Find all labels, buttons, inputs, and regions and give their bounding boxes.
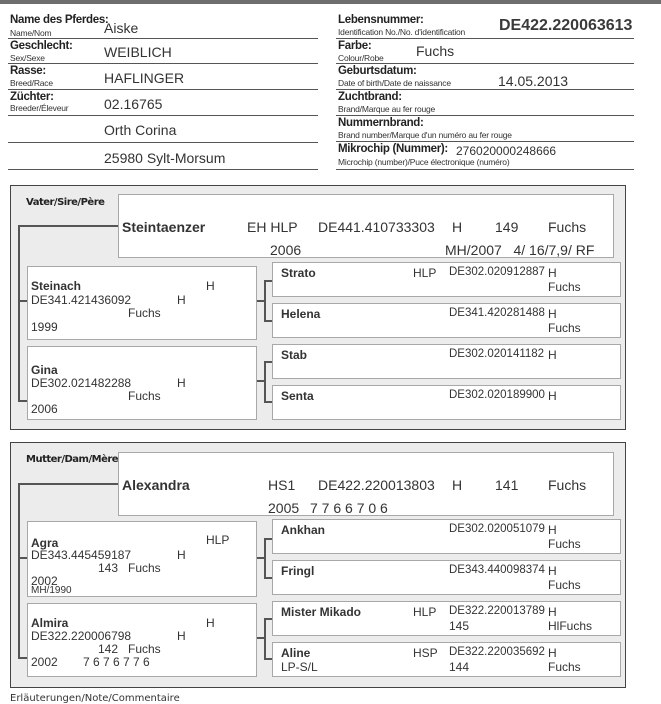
- gp-name: Steinach: [31, 279, 82, 293]
- id-value: DE422.220063613: [499, 17, 633, 34]
- gp-colour: Fuchs: [128, 306, 161, 320]
- birth-value: 14.05.2013: [498, 73, 569, 89]
- gp-name: Gina: [31, 363, 58, 377]
- gp2-connector-ggp4: [264, 401, 272, 403]
- top-border: [0, 0, 661, 4]
- gp-id: DE341.421436092: [31, 293, 132, 307]
- sire-panel: [10, 185, 626, 430]
- ggp-breed: H: [548, 307, 557, 321]
- microchip-row: [336, 143, 634, 170]
- breed-value: HAFLINGER: [104, 70, 185, 86]
- sire-extra: MH/2007 4/ 16/7,9/ RF: [445, 242, 595, 258]
- ggp-box-fringl[interactable]: [272, 560, 621, 595]
- gp-name: Almira: [31, 616, 69, 630]
- ggp-id: DE302.020189900: [449, 389, 545, 401]
- dgp2-connector-vertical: [264, 618, 266, 659]
- gp-title: H: [206, 279, 215, 293]
- ggp-breed: H: [548, 605, 557, 619]
- name-label: Name des Pferdes:: [10, 14, 109, 26]
- ggp-height: 145: [449, 619, 470, 633]
- ggp-id: DE302.020912887: [449, 266, 545, 278]
- dam-panel: [10, 442, 626, 688]
- dam-connector-vertical: [18, 483, 20, 657]
- sire-year: 2006: [270, 242, 302, 258]
- breeder-name-row: [8, 117, 318, 143]
- brand-row: [336, 91, 634, 116]
- number-brand-sublabel: Brand number/Marque d'un numéro au fer rouge: [338, 130, 512, 140]
- ggp-breed: H: [548, 523, 557, 537]
- breeder-address-row: [8, 144, 318, 170]
- ggp-name: Aline: [281, 646, 311, 660]
- gp-id: DE302.021482288: [31, 376, 132, 390]
- brand-sublabel: Brand/Marque au fer rouge: [338, 104, 436, 114]
- gp-breed: H: [177, 376, 186, 390]
- dam-year: 2005: [268, 500, 300, 516]
- gp-colour: Fuchs: [128, 389, 161, 403]
- microchip-sublabel: Microchip (number)/Puce électronique (numéro): [338, 157, 510, 167]
- name-row: [8, 14, 318, 39]
- ggp-id: DE322.220035692: [449, 646, 545, 658]
- dgp1-connector-ggp2: [264, 577, 272, 579]
- sire-panel-title: Vater/Sire/Père: [26, 197, 105, 208]
- breeder-label: Züchter:: [10, 91, 54, 103]
- gp-title: HLP: [206, 533, 230, 547]
- ggp-name: Senta: [281, 389, 314, 403]
- dam-grandsire-box[interactable]: [27, 521, 257, 597]
- ggp-id: DE341.420281488: [449, 307, 545, 319]
- sire-connector-vertical: [18, 225, 20, 400]
- ggp-box-strato[interactable]: [272, 262, 621, 297]
- gp-title: H: [206, 616, 215, 630]
- breeder-name: Orth Corina: [104, 122, 177, 138]
- ggp-breed: H: [548, 646, 557, 660]
- gp-height: 143: [98, 561, 119, 575]
- colour-value: Fuchs: [416, 43, 455, 59]
- breeder-address: 25980 Sylt-Morsum: [104, 150, 226, 166]
- gp-id: DE343.445459187: [31, 548, 132, 562]
- colour-row: [336, 40, 634, 64]
- dam-box[interactable]: [118, 452, 614, 516]
- id-label: Lebensnummer:: [338, 14, 424, 26]
- number-brand-row: [336, 117, 634, 142]
- sex-value: WEIBLICH: [104, 44, 172, 60]
- gp-breed: H: [177, 629, 186, 643]
- dam-connector-top: [18, 483, 118, 485]
- ggp-id: DE302.020141182: [449, 348, 545, 360]
- microchip-label: Mikrochip (Nummer):: [338, 143, 448, 155]
- breeder-value: 02.16765: [104, 96, 163, 112]
- gp-height: 142: [98, 642, 119, 656]
- ggp-name: Fringl: [281, 564, 315, 578]
- ggp-id: DE302.020051079: [449, 523, 545, 535]
- ggp-name: Stab: [281, 348, 308, 362]
- gp-year: 2002: [31, 574, 58, 588]
- ggp-box-ankhan[interactable]: [272, 519, 621, 554]
- ggp-name: Ankhan: [281, 523, 326, 537]
- ggp-id: DE343.440098374: [449, 564, 545, 576]
- ggp-height: 144: [449, 660, 470, 674]
- birth-row: [336, 65, 634, 90]
- ggp-colour: Fuchs: [548, 578, 581, 592]
- sex-label: Geschlecht:: [10, 40, 73, 52]
- footer-comment-label: Erläuterungen/Note/Commentaire: [10, 693, 180, 704]
- ggp-colour: Fuchs: [548, 537, 581, 551]
- ggp-box-senta[interactable]: [272, 385, 621, 420]
- dam-breed: H: [452, 477, 463, 493]
- dam-height: 141: [495, 477, 519, 493]
- ggp-breed: H: [548, 564, 557, 578]
- breed-sublabel: Breed/Race: [10, 78, 53, 88]
- dam-panel-title: Mutter/Dam/Mère: [26, 454, 119, 465]
- dam-colour: Fuchs: [548, 477, 587, 493]
- ggp-colour: Fuchs: [548, 660, 581, 674]
- sire-box[interactable]: [118, 194, 614, 258]
- ggp-box-aline[interactable]: [272, 642, 621, 677]
- gp1-connector-vertical: [264, 280, 266, 321]
- sire-name: Steintaenzer: [122, 219, 206, 235]
- ggp-colour: Fuchs: [548, 280, 581, 294]
- breeder-sublabel: Breeder/Éleveur: [10, 103, 69, 113]
- sex-sublabel: Sex/Sexe: [10, 53, 45, 63]
- microchip-value: 276020000248666: [456, 144, 557, 158]
- sire-colour: Fuchs: [548, 219, 587, 235]
- ggp-breed: H: [548, 266, 557, 280]
- gp1-connector-ggp2: [264, 320, 272, 322]
- name-sublabel: Name/Nom: [10, 28, 52, 38]
- gp-colour: Fuchs: [128, 561, 161, 575]
- gp2-connector-ggp3: [264, 361, 272, 363]
- ggp-box-stab[interactable]: [272, 344, 621, 379]
- gp-year: 2002: [31, 655, 58, 669]
- ggp-title: HLP: [413, 266, 437, 280]
- id-sublabel: Identification No./No. d'identification: [338, 27, 466, 37]
- ggp-title: HSP: [413, 646, 438, 660]
- colour-label: Farbe:: [338, 40, 372, 52]
- sire-connector-top: [18, 225, 118, 227]
- sire-breed: H: [452, 219, 463, 235]
- ggp-name: Strato: [281, 266, 316, 280]
- id-row: [336, 14, 634, 39]
- ggp-extra: LP-S/L: [281, 660, 318, 674]
- gp-name: Agra: [31, 536, 59, 550]
- dam-granddam-box[interactable]: [27, 603, 257, 677]
- gp-year: 1999: [31, 320, 58, 334]
- gp-breed: H: [177, 548, 186, 562]
- dgp1-connector-vertical: [264, 538, 266, 578]
- ggp-box-helena[interactable]: [272, 303, 621, 338]
- ggp-box-mister-mikado[interactable]: [272, 601, 621, 636]
- birth-label: Geburtsdatum:: [338, 65, 417, 77]
- ggp-breed: H: [548, 389, 557, 403]
- breeder-row: [8, 91, 318, 116]
- ggp-colour: HlFuchs: [548, 619, 593, 633]
- birth-sublabel: Date of birth/Date de naissance: [338, 78, 451, 88]
- gp-extra: MH/1990: [31, 585, 72, 596]
- ggp-title: HLP: [413, 605, 437, 619]
- ggp-name: Helena: [281, 307, 321, 321]
- sire-height: 149: [495, 219, 519, 235]
- ggp-name: Mister Mikado: [281, 605, 362, 619]
- gp-extra: 7 6 7 6 7 7 6: [83, 655, 150, 669]
- sire-title: EH HLP: [247, 219, 298, 235]
- ggp-id: DE322.220013789: [449, 605, 545, 617]
- dgp2-connector-ggp3: [264, 618, 272, 620]
- breed-row: [8, 65, 318, 90]
- ggp-colour: Fuchs: [548, 321, 581, 335]
- dam-id: DE422.220013803: [318, 477, 435, 493]
- gp-year: 2006: [31, 402, 58, 416]
- number-brand-label: Nummernbrand:: [338, 117, 424, 129]
- ggp-breed: H: [548, 348, 557, 362]
- dam-name: Alexandra: [122, 477, 190, 493]
- gp1-connector-ggp1: [264, 280, 272, 282]
- sire-grandsire-box[interactable]: [27, 266, 257, 340]
- dgp2-connector-ggp4: [264, 658, 272, 660]
- breed-label: Rasse:: [10, 65, 46, 77]
- gp-breed: H: [177, 293, 186, 307]
- brand-label: Zuchtbrand:: [338, 91, 402, 103]
- colour-sublabel: Colour/Robe: [338, 53, 384, 63]
- gp-id: DE322.220006798: [31, 629, 132, 643]
- dgp1-connector-ggp1: [264, 538, 272, 540]
- name-value: Aiske: [104, 20, 139, 36]
- gp-colour: Fuchs: [128, 642, 161, 656]
- sire-granddam-box[interactable]: [27, 346, 257, 420]
- gp2-connector-vertical: [264, 361, 266, 402]
- sex-row: [8, 40, 318, 64]
- dam-extra: 7 7 6 6 7 0 6: [310, 500, 388, 516]
- dam-title: HS1: [268, 477, 296, 493]
- sire-id: DE441.410733303: [318, 219, 435, 235]
